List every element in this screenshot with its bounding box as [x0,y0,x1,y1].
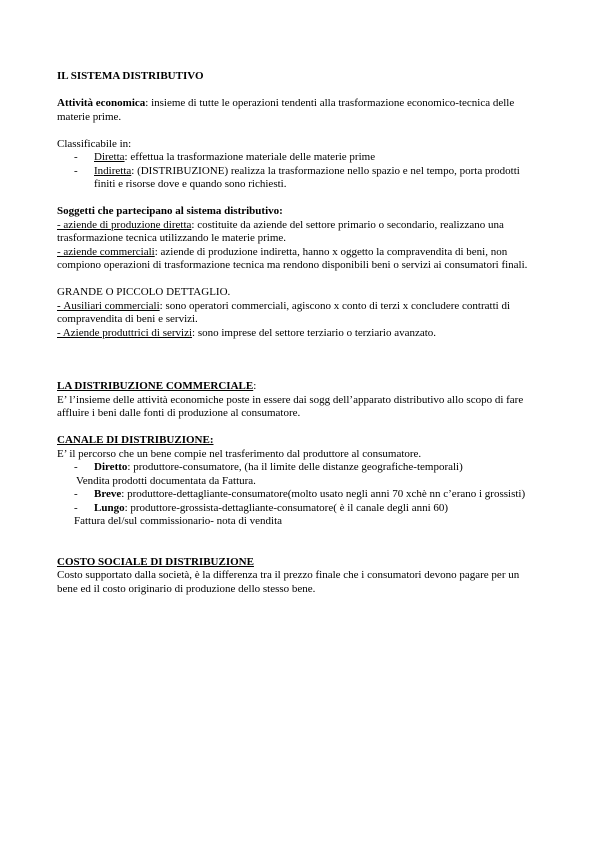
breve-term: Breve [94,488,122,500]
ausiliari-paragraph [57,300,539,327]
diretto-text: : produttore-consumatore, (ha il limite delle distanze geografiche-temporali) [127,461,463,473]
canale-list-2 [57,488,539,515]
classificabile-list [57,151,539,192]
diretto-note: Vendita prodotti documentata da Fattura. [76,474,256,487]
attivita-term: Attività economica [57,97,146,109]
soggetti-text-1: : costituite da aziende del settore primario o secondario, realizzano una trasformazione tecnica utilizzando le materie prime. [57,218,504,244]
servizi-term: - Aziende produttrici di servizi [57,326,193,339]
servizi-paragraph [57,327,539,341]
soggetti-term-1: - aziende di produzione diretta [57,218,192,231]
attivita-text: : insieme di tutte le operazioni tendenti alla trasformazione economico-tecnica delle materie prime. [57,97,515,123]
list-dash: - [74,488,78,500]
breve-text: : produttore-dettagliante-consumatore(molto usato negli anni 70 xchè nn c’erano i grossisti) [121,488,526,500]
list-item [57,151,539,165]
list-item [57,165,539,192]
costo-text: Costo supportato dalla società, è la differenza tra il prezzo finale che i consumatori devono pagare per un bene ed il costo originario di produzione dello stesso bene. [57,569,520,595]
list-dash: - [74,164,78,177]
ausiliari-term: Ausiliari commerciali [63,299,160,312]
soggetti-paragraph-2 [57,246,539,273]
list-item [57,461,539,475]
item-text: : effettua la trasformazione materiale delle materie prime [124,151,376,163]
lungo-term: Lungo [94,501,125,514]
list-dash: - [74,461,78,473]
soggetti-heading: Soggetti che partecipano al sistema distributivo: [57,205,283,217]
canale-heading: CANALE DI DISTRIBUZIONE: [57,434,214,446]
list-dash: - [74,501,78,514]
item-term: Indiretta [94,164,132,177]
ausiliari-text: : sono operatori commerciali, agiscono x conto di terzi x concludere contratti di compravendita di beni e servizi. [57,299,510,325]
canale-intro: E’ il percorso che un bene compie nel trasferimento dal produttore al consumatore. [57,447,422,460]
item-term: Diretta [94,151,125,163]
soggetti-text-2: : aziende di produzione indiretta, hanno x oggetto la compravendita di beni, non compiono operazioni di trasformazione tecnica ma rendono disponibili beni o servizi ai consumatori finali. [57,245,528,271]
costo-heading: COSTO SOCIALE DI DISTRIBUZIONE [57,555,254,568]
lungo-text: : produttore-grossista-dettagliante-consumatore( è il canale degli anni 60) [124,501,449,514]
item-text: : (DISTRIBUZIONE) realizza la trasformazione nello spazio e nel tempo, porta prodotti finiti e risorse dove e quando sono richiesti. [94,164,520,190]
list-item [57,488,539,502]
dettaglio-line: GRANDE O PICCOLO DETTAGLIO. [57,286,231,298]
soggetti-paragraph-1 [57,219,539,246]
distribuzione-heading-line [57,380,539,394]
document-page [57,70,539,596]
distribuzione-heading: LA DISTRIBUZIONE COMMERCIALE [57,380,254,392]
servizi-text: : sono imprese del settore terziario o terziario avanzato. [192,326,437,339]
distribuzione-text: E’ l’insieme delle attività economiche poste in essere dai sogg dell’apparato distributivo allo scopo di fare affluire i beni dalle fonti di produzione al consumatore. [57,393,524,419]
list-item [57,502,539,516]
canale-list [57,461,539,475]
distribuzione-colon: : [253,380,257,392]
diretto-term: Diretto [94,461,128,473]
lungo-note: Fattura del/sul commissionario- nota di vendita [74,515,283,527]
ausiliari-dash: - [57,299,64,312]
list-dash: - [74,151,78,163]
classificabile-intro: Classificabile in: [57,137,132,150]
attivita-paragraph [57,97,539,124]
document-title: IL SISTEMA DISTRIBUTIVO [57,70,204,82]
soggetti-term-2: - aziende commerciali [57,245,155,258]
